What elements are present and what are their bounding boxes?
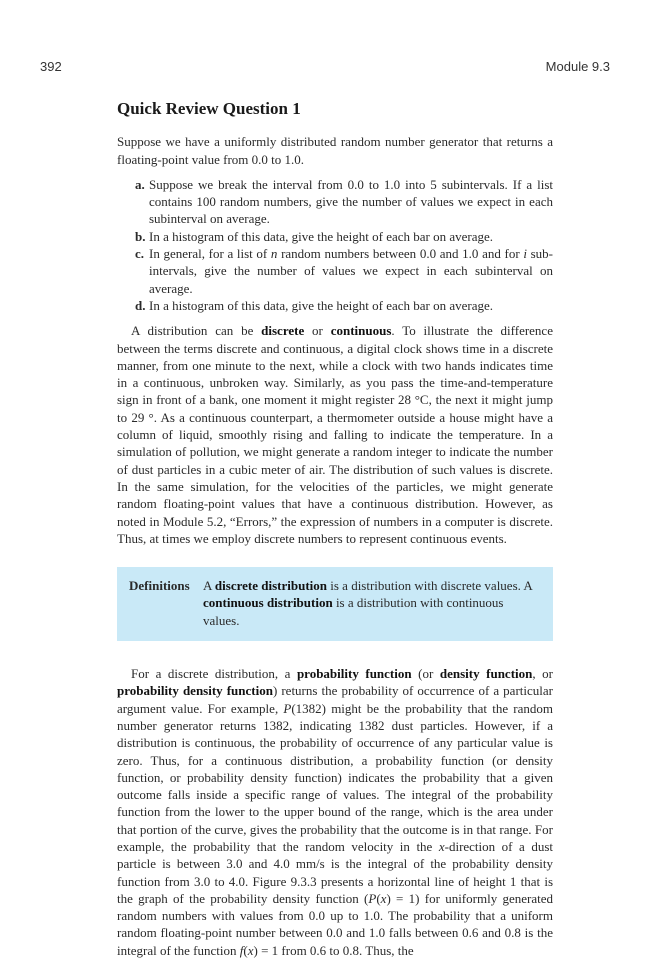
italic-var: P: [283, 700, 292, 716]
intro-paragraph: Suppose we have a uniformly distributed random number generator that returns a floating-point value from 0.0 to 1.0.: [117, 134, 553, 167]
question-item: [135, 176, 553, 228]
question-text: In a histogram of this data, give the height of each bar on average.: [149, 297, 494, 313]
text-run: A distribution can be: [131, 323, 262, 339]
bold-term: continuous distribution: [203, 595, 333, 611]
question-letter: b.: [135, 228, 146, 244]
definitions-label: Definitions: [129, 578, 190, 594]
body-paragraph: [117, 665, 553, 959]
variable-i: i: [523, 246, 527, 262]
text-run: ) = 1) for uniformly generated random numbers with values from 0.0 up to 1.0. The probability that a uniform random floating-point number between 0.0 and 1.0 falls between 0.6 and 0.8 is the integral of the function: [117, 890, 553, 958]
italic-var: f: [239, 942, 244, 958]
text-run: -direction of a dust particle is between 3.0 and 4.0 mm/s is the integral of the probability density function from 3.0 to 4.0. Figure 9.3.3 presents a horizontal line of height 1 that is the graph of the probability density function (: [117, 838, 553, 906]
text-run: is a distribution with discrete values. A: [327, 578, 533, 594]
bold-term: discrete distribution: [214, 578, 327, 594]
question-letter: a.: [135, 176, 145, 192]
page-number: 392: [40, 59, 62, 74]
text-run: is a distribution with continuous values.: [203, 595, 504, 628]
question-text: Suppose we break the interval from 0.0 to 1.0 into 5 subintervals. If a list contains 100 random numbers, give the number of values we expect in each subinterval on average.: [149, 176, 553, 227]
section-title: Quick Review Question 1: [117, 99, 301, 118]
question-item: [135, 245, 553, 297]
italic-var: x: [247, 942, 254, 958]
question-text: random numbers between 0.0 and 1.0 and for: [277, 246, 524, 262]
question-list: [117, 176, 553, 314]
bold-term: density function: [439, 666, 533, 682]
variable-n: n: [270, 246, 278, 262]
question-item: [135, 297, 553, 314]
bold-term: probability density function: [117, 683, 273, 699]
bold-term: continuous: [330, 323, 392, 339]
question-text: In general, for a list of: [149, 246, 271, 262]
question-text: In a histogram of this data, give the height of each bar on average.: [149, 228, 494, 244]
running-head: Module 9.3: [545, 59, 610, 74]
text-run: ) = 1 from 0.6 to 0.8. Thus, the: [253, 942, 414, 958]
italic-var: P: [368, 890, 377, 906]
text-run: (or: [411, 666, 440, 682]
page-content: [117, 100, 553, 959]
question-letter: d.: [135, 297, 146, 313]
italic-var: x: [438, 838, 445, 854]
text-run: or: [304, 323, 331, 339]
text-run: , or: [532, 666, 553, 682]
text-run: . To illustrate the difference between the terms discrete and continuous, a digital clock shows time in a discrete manner, from one minute to the next, while a clock with two hands indicates time in a continuous, unbroken way. Similarly, as you pass the time-and-temperature sign in front of a bank, one moment it might register 28 °C, the next it might jump to 29 °. As a continuous counterpart, a thermometer outside a house might have a column of liquid, smoothly rising and falling to indicate the temperature. In a simulation of pollution, we might generate a random integer to indicate the number of dust particles in a cubic meter of air. The distribution of such values is discrete. In the same simulation, for the velocities of the particles, we might generate random floating-point values that have a continuous distribution. However, as noted in Module 5.2, “Errors,” the expression of numbers in a computer is discrete. Thus, at times we employ discrete numbers to represent continuous events.: [117, 323, 553, 546]
text-run: (: [243, 942, 248, 958]
text-run: A: [203, 578, 215, 594]
italic-var: x: [380, 890, 387, 906]
text-run: For a discrete distribution, a: [131, 666, 297, 682]
question-letter: c.: [135, 246, 145, 262]
text-run: ) returns the probability of occurrence of a particular argument value. For example,: [117, 683, 553, 716]
definitions-text: [203, 577, 541, 629]
bold-term: discrete: [261, 323, 305, 339]
text-run: (: [376, 890, 381, 906]
text-run: (1382) might be the probability that the random number generator returns 1382, indicating 1382 dust particles. However, if a distribution is continuous, the probability of occurrence of any particular value is zero. Thus, for a continuous distribution, a probability function (or density function, or probability density function) indicates the probability that a given outcome falls inside a specific range of values. The integral of the probability function from the lower to the upper bound of the range, which is the area under that portion of the curve, gives the probability that the outcome is in that range. For example, the probability that the random velocity in the: [117, 700, 553, 854]
bold-term: probability function: [296, 666, 412, 682]
definitions-box: [117, 567, 553, 641]
question-text: subintervals, give the number of values we expect in each subinterval on average.: [149, 246, 553, 296]
question-item: [135, 228, 553, 245]
body-paragraph: [117, 322, 553, 547]
